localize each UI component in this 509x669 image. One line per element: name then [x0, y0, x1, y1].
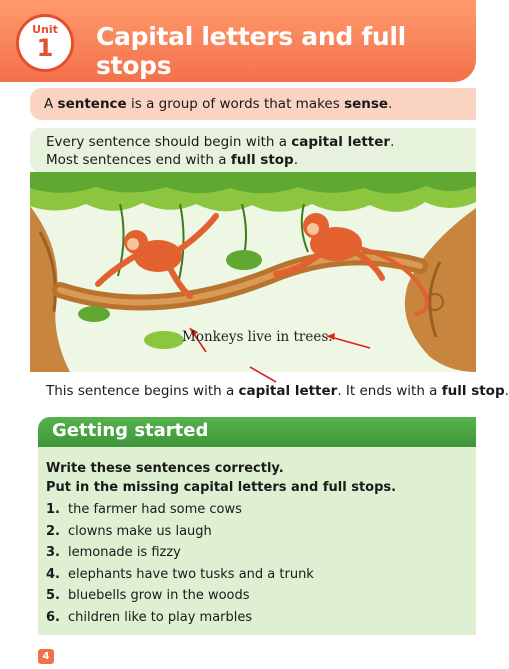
item-text: the farmer had some cows: [68, 502, 242, 517]
example-sentence: Monkeys live in trees.: [182, 329, 333, 345]
item-text: bluebells grow in the woods: [68, 588, 250, 604]
definition-text-end: .: [388, 96, 393, 112]
item-number: 5.: [46, 588, 60, 604]
definition-term: sentence: [57, 96, 127, 112]
rule-box: [30, 128, 476, 172]
rule-line1-start: Every sentence should begin with a: [46, 134, 292, 150]
getting-started-header: [38, 417, 476, 447]
list-item: [46, 499, 314, 521]
item-text: elephants have two tusks and a trunk: [68, 566, 314, 582]
definition-text-middle: is a group of words that makes: [126, 96, 345, 112]
page-title: Capital letters and full stops: [96, 22, 406, 80]
list-item: [46, 542, 314, 564]
activity-panel: [38, 447, 476, 635]
instruction-line-2: Put in the missing capital letters and full stops.: [46, 480, 397, 495]
exercise-list: [46, 499, 314, 629]
instruction-line-1: Write these sentences correctly.: [46, 461, 284, 476]
rule-line1-end: .: [390, 134, 395, 150]
page-number: 4: [38, 649, 54, 664]
rule-line2-keyword: full stop: [230, 152, 294, 168]
activity-instructions: [46, 459, 396, 497]
definition-box: [30, 88, 476, 120]
caption-keyword-capital: capital letter: [238, 383, 338, 399]
definition-text-start: A: [44, 96, 58, 112]
rule-line1-keyword: capital letter: [291, 134, 391, 150]
list-item: [46, 521, 314, 543]
caption-start: This sentence begins with a: [46, 383, 239, 399]
rule-line-capital: [46, 133, 476, 151]
list-item: [46, 607, 314, 629]
item-number: 4.: [46, 566, 60, 582]
rule-line2-start: Most sentences end with a: [46, 152, 231, 168]
caption-keyword-fullstop: full stop: [441, 383, 505, 399]
list-item: [46, 585, 314, 607]
rule-line2-end: .: [293, 152, 299, 168]
item-number: 1.: [46, 502, 60, 517]
section-title: Getting started: [52, 420, 209, 441]
rule-line-fullstop: [46, 151, 476, 169]
caption-end: .: [504, 383, 509, 399]
unit-number: 1: [36, 34, 54, 62]
unit-badge: [16, 14, 74, 72]
item-text: lemonade is fizzy: [68, 545, 181, 561]
item-text: clowns make us laugh: [68, 523, 212, 539]
caption-text: [46, 383, 509, 399]
list-item: [46, 564, 314, 586]
caption-middle: . It ends with a: [337, 383, 442, 399]
item-number: 3.: [46, 545, 60, 561]
unit-label: Unit: [32, 23, 58, 36]
item-text: children like to play marbles: [68, 609, 253, 625]
item-number: 6.: [46, 609, 60, 625]
definition-keyword: sense: [344, 96, 389, 112]
item-number: 2.: [46, 523, 60, 539]
